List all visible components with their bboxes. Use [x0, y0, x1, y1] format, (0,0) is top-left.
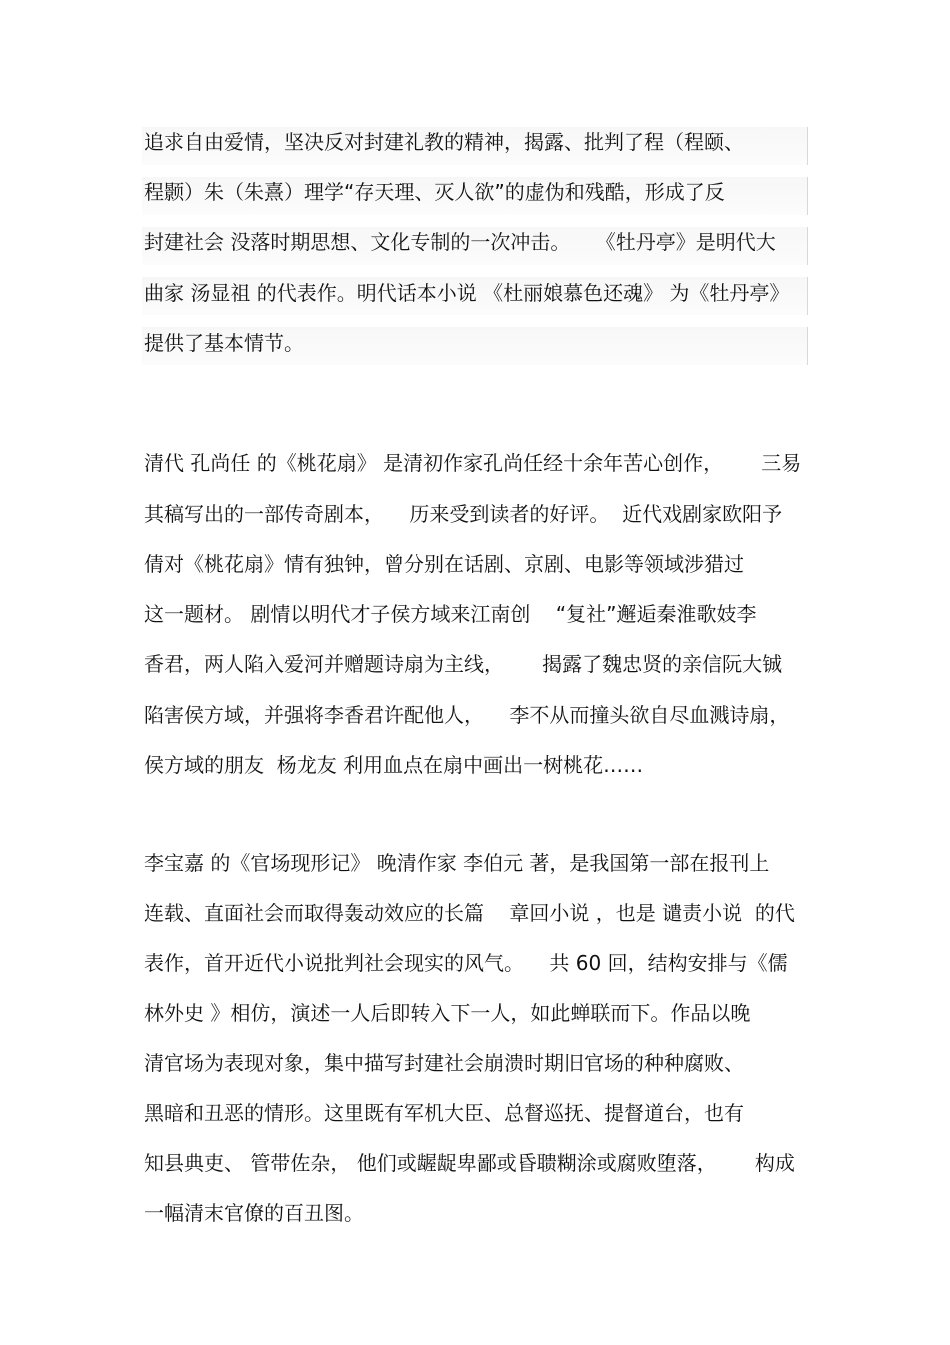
- text-line: 追求自由爱情，坚决反对封建礼教的精神，揭露、批判了程（程颐、: [144, 130, 744, 154]
- text-line: 黑暗和丑恶的情形。这里既有军机大臣、总督巡抚、提督道台，也有: [144, 1101, 744, 1125]
- text-line: 林外史 》相仿，演述一人后即转入下一人，如此蝉联而下。作品以晚: [144, 1001, 751, 1025]
- text-line: 一幅清末官僚的百丑图。: [144, 1201, 364, 1225]
- text-line: 程颢）朱（朱熹）理学“存天理、灭人欲”的虚伪和残酷，形成了反: [144, 180, 725, 204]
- text-line: 清官场为表现对象，集中描写封建社会崩溃时期旧官场的种种腐败、: [144, 1051, 744, 1075]
- text-line: 知县典吏、 管带佐杂， 他们或龌龊卑鄙或昏聩糊涂或腐败堕落， 构成: [144, 1151, 795, 1175]
- text-line: 清代 孔尚任 的《桃花扇》 是清初作家孔尚任经十余年苦心创作， 三易: [144, 451, 802, 475]
- text-line: 香君，两人陷入爱河并赠题诗扇为主线， 揭露了魏忠贤的亲信阮大铖: [144, 652, 783, 676]
- text-line: 表作，首开近代小说批判社会现实的风气。 共 60 回，结构安排与《儒: [144, 951, 788, 975]
- text-line: 其稿写出的一部传奇剧本， 历来受到读者的好评。 近代戏剧家欧阳予: [144, 502, 783, 526]
- text-line: 曲家 汤显祖 的代表作。明代话本小说 《杜丽娘慕色还魂》 为《牡丹亭》: [144, 281, 790, 305]
- text-line: 侯方域的朋友 杨龙友 利用血点在扇中画出一树桃花……: [144, 753, 644, 777]
- text-line: 倩对《桃花扇》情有独钟，曾分别在话剧、京剧、电影等领域涉猎过: [144, 552, 744, 576]
- text-line: 封建社会 没落时期思想、文化专制的一次冲击。 《牡丹亭》是明代大: [144, 230, 776, 254]
- text-line: 连载、直面社会而取得轰动效应的长篇 章回小说 ，也是 谴责小说 的代: [144, 901, 795, 925]
- text-line: 这一题材。 剧情以明代才子侯方域来江南创 “复社”邂逅秦淮歌妓李: [144, 602, 757, 626]
- text-line: 提供了基本情节。: [144, 331, 304, 355]
- text-line: 陷害侯方域，并强将李香君许配他人， 李不从而撞头欲自尽血溅诗扇，: [144, 703, 790, 727]
- text-line: 李宝嘉 的《官场现形记》 晚清作家 李伯元 著，是我国第一部在报刊上: [144, 851, 770, 875]
